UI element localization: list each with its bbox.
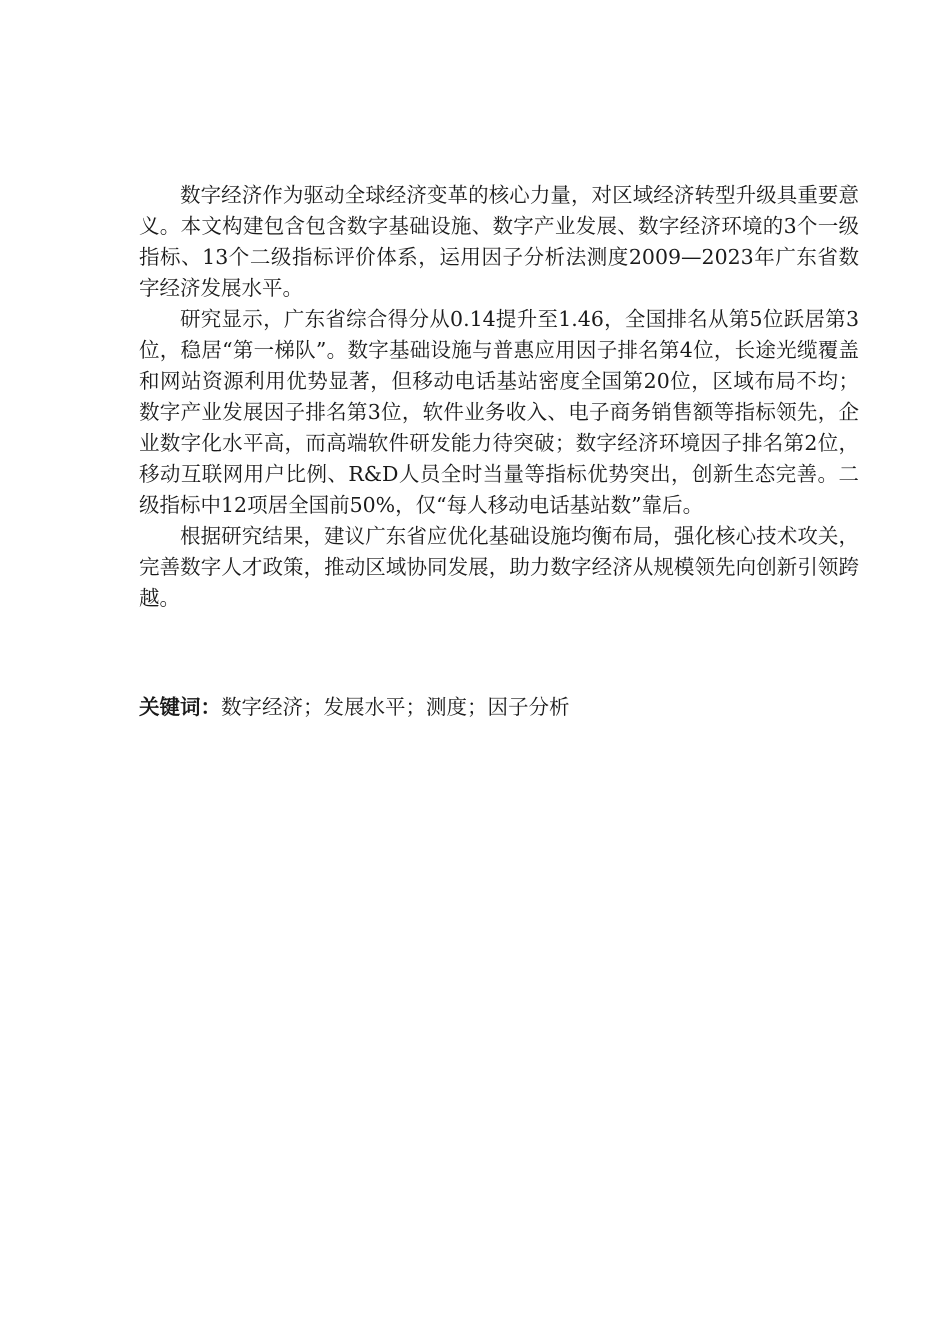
abstract-paragraph-3: 根据研究结果，建议广东省应优化基础设施均衡布局，强化核心技术攻关，完善数字人才政策，推动区域协同发展，助力数字经济从规模领先向创新引领跨越。	[139, 524, 859, 610]
keywords-value: 数字经济；发展水平；测度；因子分析	[221, 695, 570, 719]
keywords-line	[139, 692, 570, 723]
abstract-paragraph-2: 研究显示，广东省综合得分从0.14提升至1.46，全国排名从第5位跃居第3位，稳居“第一梯队”。数字基础设施与普惠应用因子排名第4位，长途光缆覆盖和网站资源利用优势显著，但移动电话基站密度全国第20位，区域布局不均；数字产业发展因子排名第3位，软件业务收入、电子商务销售额等指标领先，企业数字化水平高，而高端软件研发能力待突破；数字经济环境因子排名第2位，移动互联网用户比例、R&D人员全时当量等指标优势突出，创新生态完善。二级指标中12项居全国前50%，仅“每人移动电话基站数”靠后。	[139, 307, 859, 517]
abstract-body	[139, 180, 859, 614]
keywords-label: 关键词：	[139, 695, 221, 719]
abstract-paragraph-1: 数字经济作为驱动全球经济变革的核心力量，对区域经济转型升级具重要意义。本文构建包含包含数字基础设施、数字产业发展、数字经济环境的3个一级指标、13个二级指标评价体系，运用因子分析法测度2009—2023年广东省数字经济发展水平。	[139, 183, 859, 300]
